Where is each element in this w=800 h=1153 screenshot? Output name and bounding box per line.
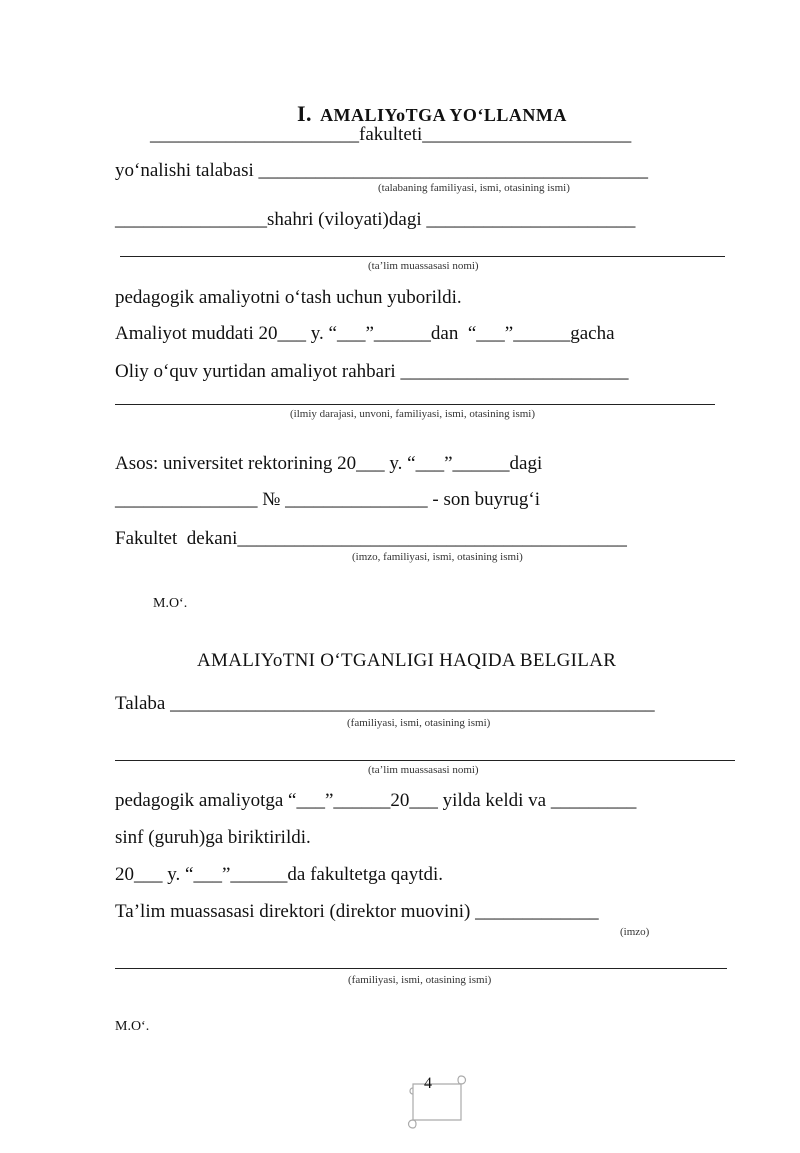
heading-number: I. [297, 101, 313, 126]
page-title [287, 80, 567, 127]
arrival-line: pedagogik amaliyotga “___”______20___ yilda keldi va _________ [115, 790, 637, 811]
practice-supervisor-line: Oliy o‘quv yurtidan amaliyot rahbari ________________________ [115, 361, 629, 382]
return-line: 20___ y. “___”______da fakultetga qaytdi. [115, 864, 444, 885]
director-signature-caption: (imzo) [620, 926, 650, 938]
practice-sent-line: pedagogik amaliyotni o‘tash uchun yuborildi. [115, 287, 462, 308]
section-2-title: AMALIYoTNI O‘TGANLIGI HAQIDA BELGILAR [197, 650, 617, 671]
class-assigned-line: sinf (guruh)ga biriktirildi. [115, 827, 311, 848]
institution-name-rule [120, 256, 725, 257]
rector-order-line: Asos: universitet rektorining 20___ y. “___”______dagi [115, 453, 543, 474]
stamp-placeholder-2: M.O‘. [115, 1019, 150, 1034]
supervisor-details-rule [115, 404, 715, 405]
institution-name-rule-2 [115, 760, 735, 761]
faculty-line: ______________________fakulteti______________________ [150, 124, 632, 145]
institution-name-caption-2: (ta’lim muassasasi nomi) [368, 764, 479, 776]
institution-name-caption: (ta’lim muassasasi nomi) [368, 260, 479, 272]
supervisor-details-caption: (ilmiy darajasi, unvoni, familiyasi, ismi, otasining ismi) [290, 408, 536, 420]
dean-signature-caption: (imzo, familiyasi, ismi, otasining ismi) [352, 551, 523, 563]
city-region-line: ________________shahri (viloyati)dagi ______________________ [115, 209, 636, 230]
heading-text: AMALIYoTGA YO‘LLANMA [320, 105, 567, 125]
director-name-rule [115, 968, 727, 969]
stamp-placeholder-1: M.O‘. [153, 596, 188, 611]
director-line: Ta’lim muassasasi direktori (direktor muovini) _____________ [115, 901, 599, 922]
student-name-caption-2: (familiyasi, ismi, otasining ismi) [347, 717, 491, 729]
page-number: 4 [424, 1075, 432, 1092]
student-line: Talaba ___________________________________________________ [115, 693, 655, 714]
scroll-icon [403, 1074, 471, 1130]
practice-period-line: Amaliyot muddati 20___ y. “___”______dan “___”______gacha [115, 323, 615, 344]
student-direction-line: yo‘nalishi talabasi _________________________________________ [115, 160, 649, 181]
director-name-caption: (familiyasi, ismi, otasining ismi) [348, 974, 492, 986]
student-name-caption: (talabaning familiyasi, ismi, otasining ismi) [378, 182, 570, 194]
page-number-scroll [395, 1056, 463, 1112]
dean-line: Fakultet dekani_________________________________________ [115, 528, 627, 549]
order-number-line: _______________ № _______________ - son buyrug‘i [115, 489, 541, 510]
